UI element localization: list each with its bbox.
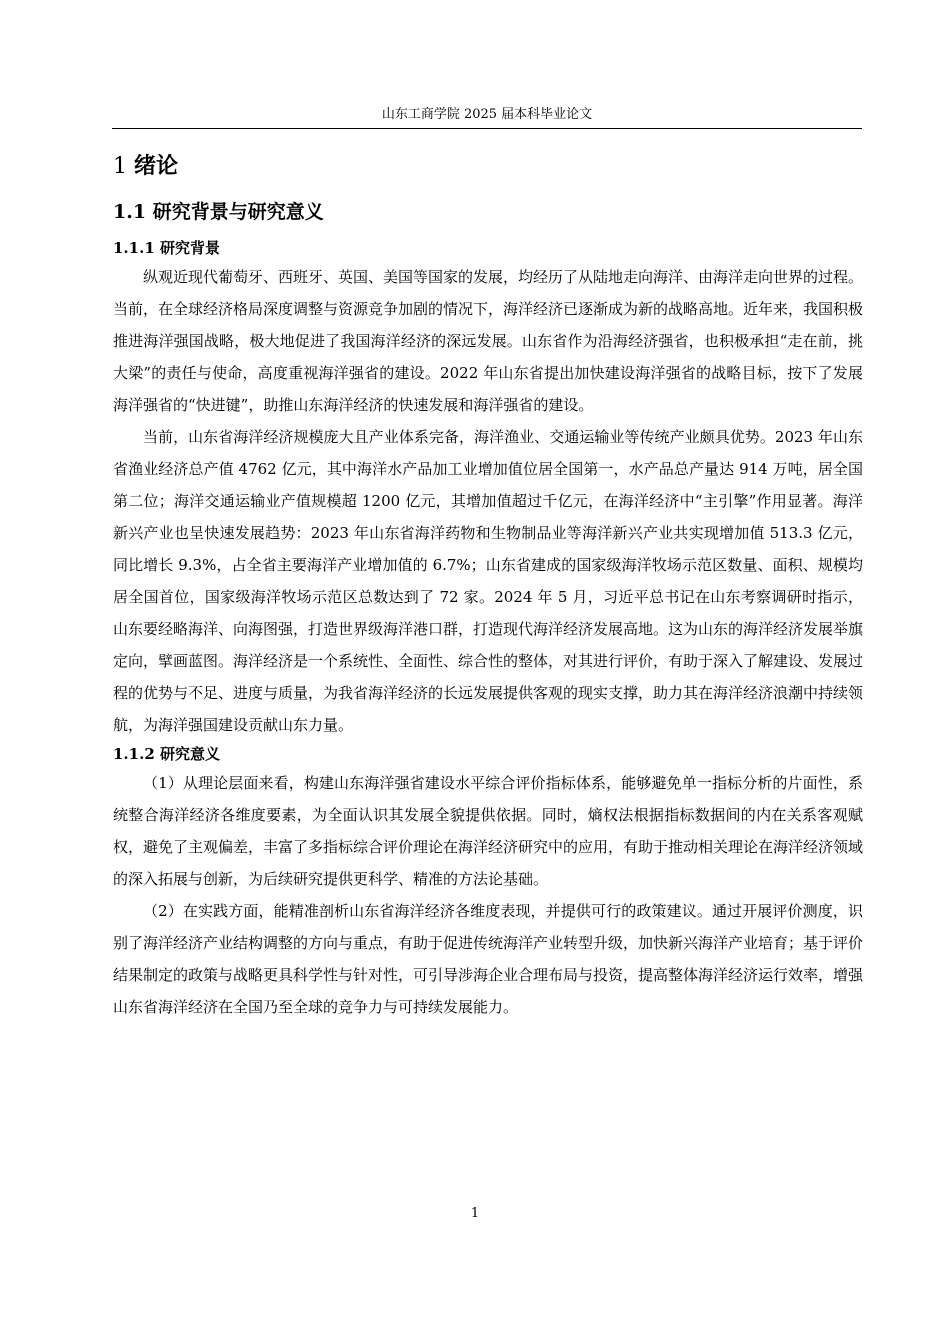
page-content (113, 148, 863, 1023)
significance-paragraph-1: （1）从理论层面来看，构建山东海洋强省建设水平综合评价指标体系，能够避免单一指标分析的片面性，系统整合海洋经济各维度要素，为全面认识其发展全貌提供依据。同时，熵权法根据指标数据间的内在关系客观赋权，避免了主观偏差，丰富了多指标综合评价理论在海洋经济研究中的应用，有助于推动相关理论在海洋经济领域的深入拓展与创新，为后续研究提供更科学、精准的方法论基础。 (113, 774, 864, 888)
subsection-title: 研究意义 (160, 745, 221, 763)
subsection-number: 1.1.1 (113, 239, 155, 257)
subsection-title: 研究背景 (160, 239, 221, 257)
background-paragraph-1: 纵观近现代葡萄牙、西班牙、英国、美国等国家的发展，均经历了从陆地走向海洋、由海洋走向世界的过程。当前，在全球经济格局深度调整与资源竞争加剧的情况下，海洋经济已逐渐成为新的战略高地。近年来，我国积极推进海洋强国战略，极大地促进了我国海洋经济的深远发展。山东省作为沿海经济强省，也积极承担“走在前，挑大梁”的责任与使命，高度重视海洋强省的建设。2022 年山东省提出加快建设海洋强省的战略目标，按下了发展海洋强省的“快进键”，助推山东海洋经济的快速发展和海洋强省的建设。 (113, 268, 864, 414)
chapter-number: 1 (113, 154, 127, 179)
subsection-heading-background (113, 235, 863, 261)
subsection-heading-significance (113, 741, 863, 767)
page-number: 1 (470, 1206, 480, 1221)
section-title: 研究背景与研究意义 (152, 201, 324, 223)
running-header: 山东工商学院 2025 届本科毕业论文 (381, 107, 593, 122)
chapter-heading (113, 148, 863, 185)
significance-paragraph-2: （2）在实践方面，能精准剖析山东省海洋经济各维度表现，并提供可行的政策建议。通过开展评价测度，识别了海洋经济产业结构调整的方向与重点，有助于促进传统海洋产业转型升级，加快新兴海洋产业培育；基于评价结果制定的政策与战略更具科学性与针对性，可引导涉海企业合理布局与投资，提高整体海洋经济运行效率，增强山东省海洋经济在全国乃至全球的竞争力与可持续发展能力。 (113, 902, 864, 1016)
subsection-number: 1.1.2 (113, 745, 155, 763)
header-rule (112, 128, 862, 129)
section-number: 1.1 (113, 201, 147, 223)
background-paragraph-2: 当前，山东省海洋经济规模庞大且产业体系完备，海洋渔业、交通运输业等传统产业颇具优势。2023 年山东省渔业经济总产值 4762 亿元，其中海洋水产品加工业增加值位居全国第一，水产品总产量达 914 万吨，居全国第二位；海洋交通运输业产值规模超 1200 亿元，其增加值超过千亿元，在海洋经济中“主引擎”作用显著。海洋新兴产业也呈快速发展趋势：2023 年山东省海洋药物和生物制品业等海洋新兴产业共实现增加值 513.3 亿元，同比增长 9.3%，占全省主要海洋产业增加值的 6.7%；山东省建成的国家级海洋牧场示范区数量、面积、规模均居全国首位，国家级海洋牧场示范区总数达到了 72 家。2024 年 5 月，习近平总书记在山东考察调研时指示，山东要经略海洋、向海图强，打造世界级海洋港口群，打造现代海洋经济发展高地。这为山东的海洋经济发展举旗定向，擘画蓝图。海洋经济是一个系统性、全面性、综合性的整体，对其进行评价，有助于深入了解建设、发展过程的优势与不足、进度与质量，为我省海洋经济的长远发展提供客观的现实支撑，助力其在海洋经济浪潮中持续领航，为海洋强国建设贡献山东力量。 (113, 428, 864, 734)
chapter-title: 绪论 (134, 153, 179, 179)
section-heading (113, 197, 863, 227)
